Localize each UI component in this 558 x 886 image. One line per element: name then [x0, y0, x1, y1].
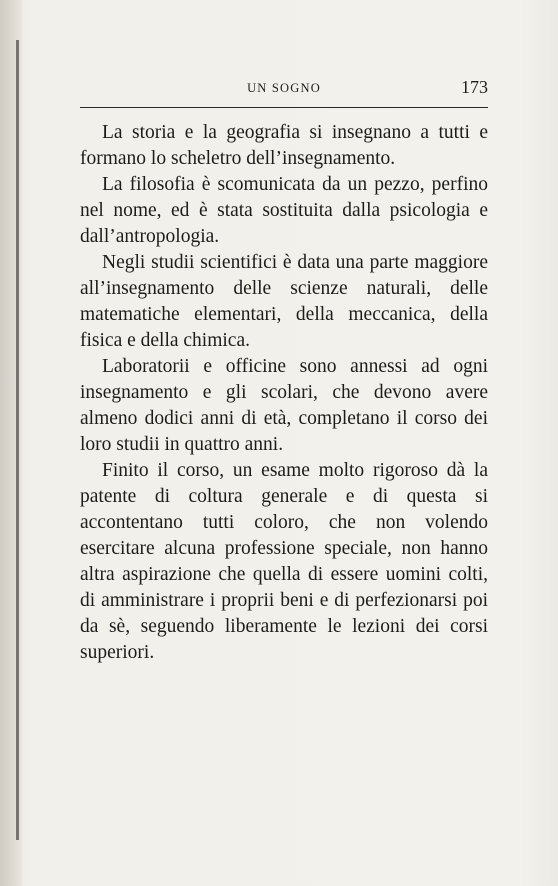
binding-line — [16, 40, 19, 840]
header-rule — [80, 107, 488, 108]
paragraph: Finito il corso, un esame molto rigoroso dà la patente di coltura generale e di questa si accontentano tutti coloro, che non volendo esercitare alcuna professione speciale, non hanno altra aspirazione che quella di essere uomini colti, di amministrare i proprii beni e di perfezionarsi poi da sè, seguendo liberamente le lezioni dei corsi superiori. — [80, 460, 488, 663]
page-number: 173 — [461, 77, 488, 97]
page-header — [80, 77, 488, 101]
body-text — [80, 120, 488, 666]
paragraph: Laboratorii e officine sono annessi ad ogni insegnamento e gli scolari, che devono avere almeno dodici anni di età, completano il corso dei loro studii in quattro anni. — [80, 356, 488, 455]
paragraph: La filosofia è scomunicata da un pezzo, perfino nel nome, ed è stata sostituita dalla psicologia e dall’antropologia. — [80, 174, 488, 247]
paragraph: La storia e la geografia si insegnano a tutti e formano lo scheletro dell’insegnamento. — [80, 122, 488, 169]
paragraph: Negli studii scientifici è data una parte maggiore all’insegnamento delle scienze naturali, delle matematiche elementari, della meccanica, della fisica e della chimica. — [80, 252, 488, 351]
running-head: UN SOGNO — [247, 81, 321, 95]
